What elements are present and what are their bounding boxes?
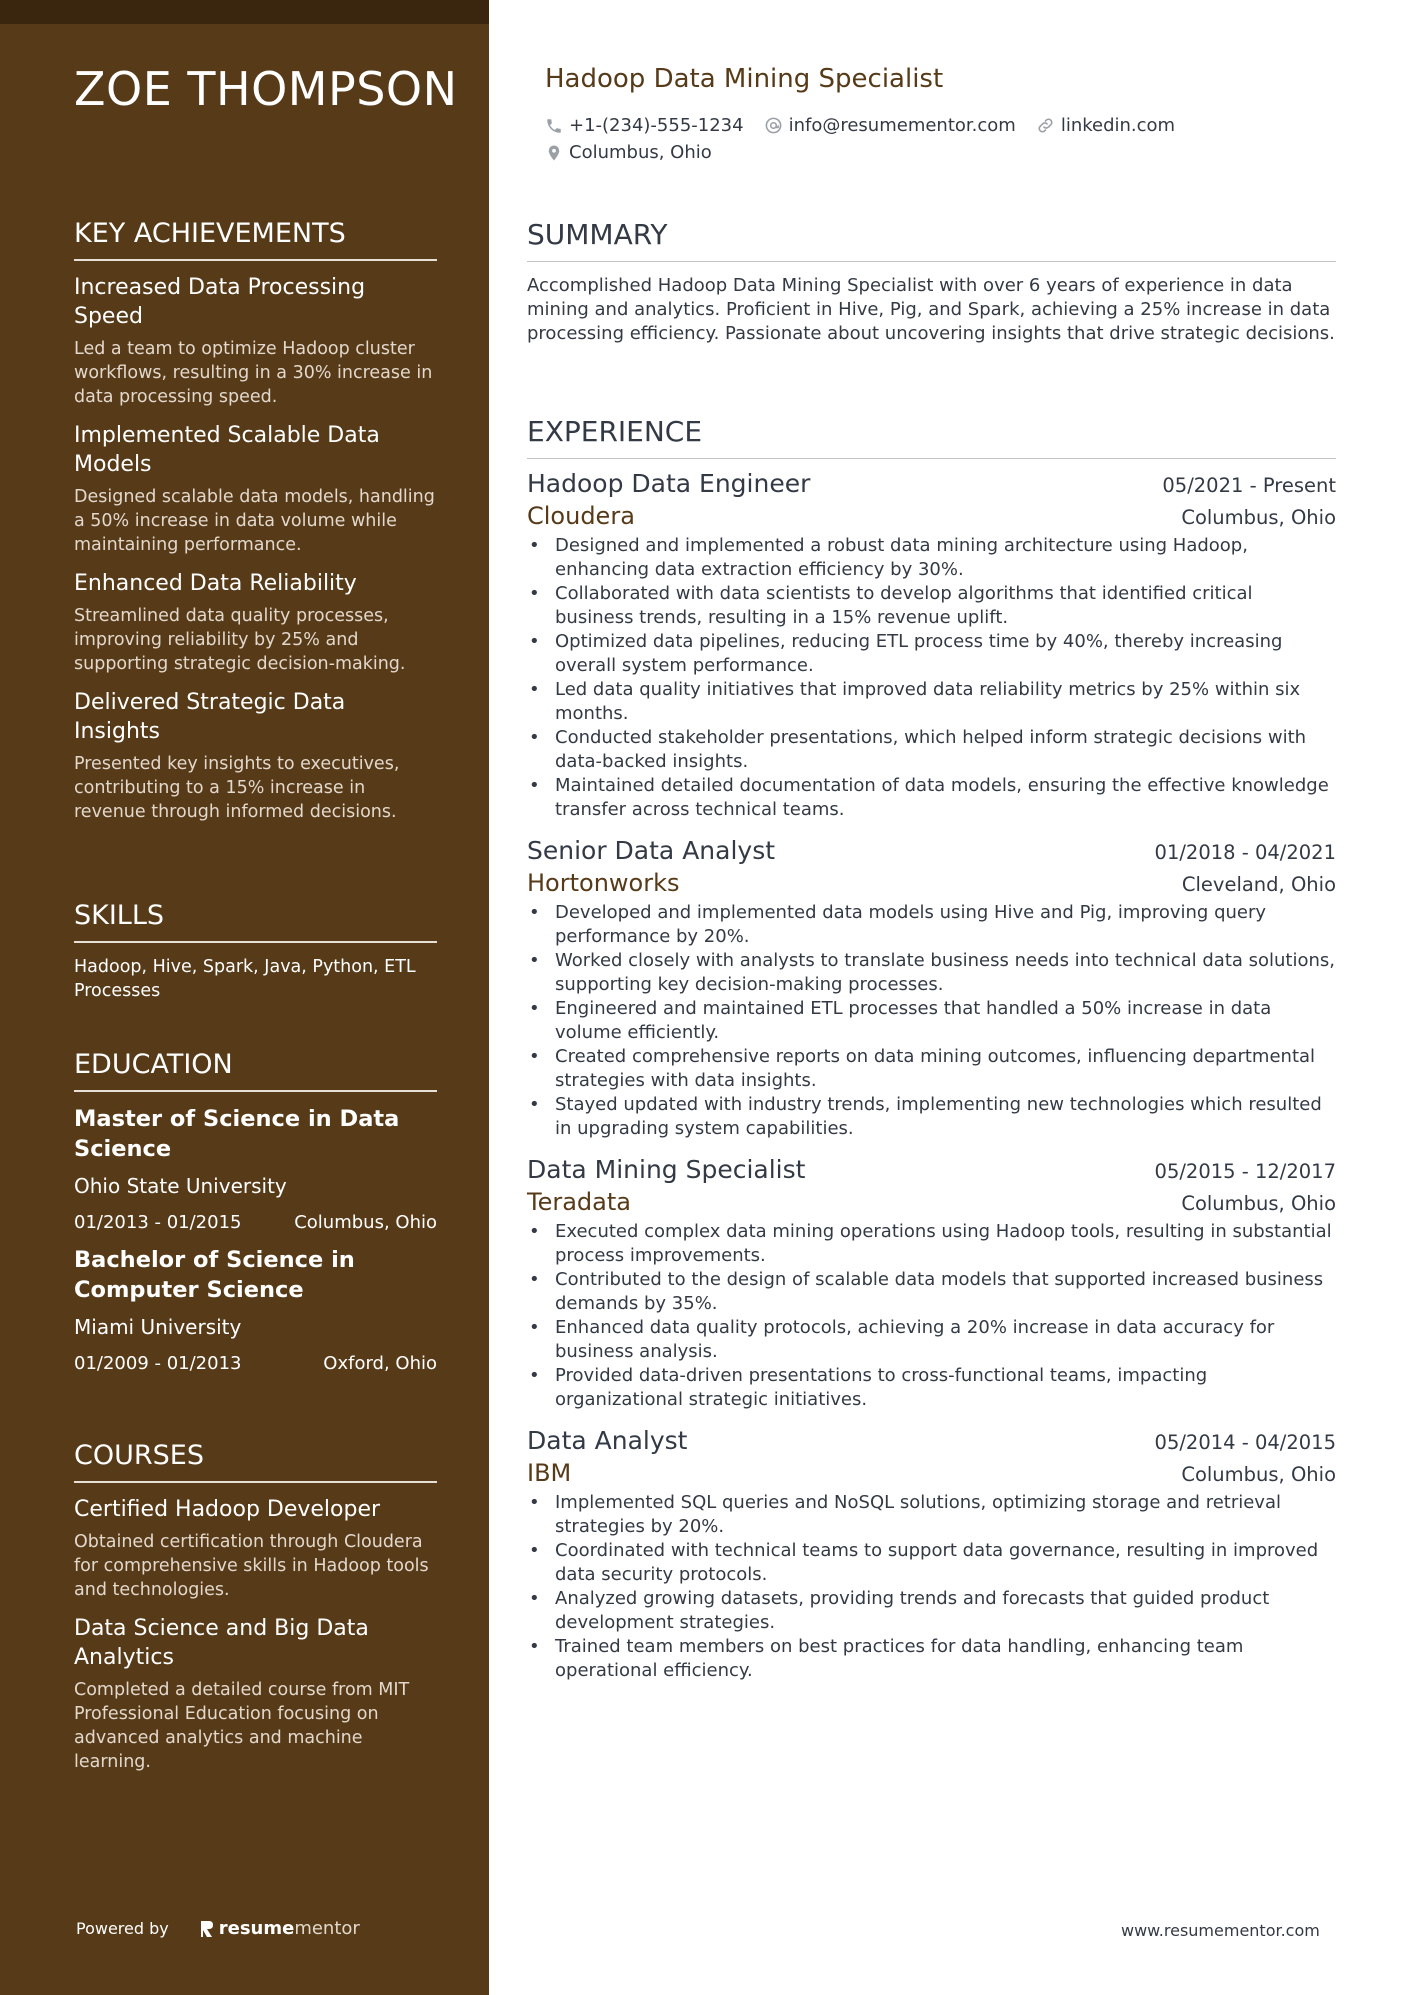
- job-company: Teradata: [527, 1188, 631, 1216]
- achievement-desc: Presented key insights to executives, contributing to a 15% increase in revenue through informed decisions.: [74, 754, 400, 822]
- job-entry: [527, 836, 1336, 1141]
- contact-email[interactable]: [764, 115, 1016, 136]
- contact-location: [545, 142, 712, 163]
- job-bullet: • Provided data-driven presentations to cross-functional teams, impacting organizational strategic initiatives.: [527, 1364, 1336, 1412]
- job-bullet: • Developed and implemented data models using Hive and Pig, improving query performance by 20%.: [527, 901, 1336, 949]
- job-bullet: • Worked closely with analysts to translate business needs into technical data solutions, supporting key decision-making processes.: [527, 949, 1336, 997]
- job-header: [527, 1426, 1336, 1455]
- education-meta: [74, 1212, 437, 1233]
- achievements-section: [74, 218, 437, 824]
- achievement-desc: Streamlined data quality processes, improving reliability by 25% and supporting strategic decision-making.: [74, 606, 406, 674]
- skills-section: [74, 900, 437, 1003]
- job-bullet: • Engineered and maintained ETL processes that handled a 50% increase in data volume efficiently.: [527, 997, 1336, 1045]
- job-bullet: • Analyzed growing datasets, providing trends and forecasts that guided product development strategies.: [527, 1587, 1336, 1635]
- job-company: Cloudera: [527, 502, 635, 530]
- job-bullet: • Executed complex data mining operations using Hadoop tools, resulting in substantial process improvements.: [527, 1220, 1336, 1268]
- job-company: IBM: [527, 1459, 572, 1487]
- contact-info: [545, 112, 1345, 166]
- sidebar-top-bar: [0, 0, 489, 24]
- job-subheader: [527, 502, 1336, 530]
- job-bullet: • Led data quality initiatives that improved data reliability metrics by 25% within six months.: [527, 678, 1336, 726]
- phone-icon: [545, 117, 563, 135]
- job-entry: [527, 1155, 1336, 1412]
- job-subheader: [527, 1459, 1336, 1487]
- education-degree: Master of Science in Data Science: [74, 1106, 400, 1162]
- summary-text: Accomplished Hadoop Data Mining Specialist with over 6 years of experience in data mining and analytics. Proficient in Hive, Pig, and Spark, achieving a 25% increase in data processing efficiency. Passionate about uncovering insights that drive strategic decisions.: [527, 275, 1335, 344]
- location-pin-icon: [545, 143, 563, 163]
- education-school: Miami University: [74, 1315, 242, 1339]
- achievement-title: Delivered Strategic Data Insights: [74, 690, 346, 744]
- experience-heading: EXPERIENCE: [527, 415, 1336, 459]
- education-meta: [74, 1353, 437, 1374]
- contact-phone[interactable]: [545, 115, 744, 136]
- experience-section: [527, 415, 1336, 1683]
- education-item: [74, 1245, 437, 1374]
- achievement-item: [74, 569, 437, 676]
- skills-heading: SKILLS: [74, 900, 437, 943]
- achievement-desc: Designed scalable data models, handling a 50% increase in data volume while maintaining performance.: [74, 487, 435, 555]
- job-role: Hadoop Data Engineer: [527, 469, 811, 498]
- powered-by-label: Powered by: [76, 1919, 169, 1938]
- education-dates: 01/2013 - 01/2015: [74, 1212, 242, 1233]
- job-location: Columbus, Ohio: [1181, 506, 1336, 529]
- job-header: [527, 836, 1336, 865]
- sidebar: [0, 0, 489, 1995]
- education-location: Oxford, Ohio: [323, 1353, 437, 1374]
- job-header: [527, 1155, 1336, 1184]
- job-entry: [527, 469, 1336, 822]
- education-location: Columbus, Ohio: [294, 1212, 437, 1233]
- job-title: Hadoop Data Mining Specialist: [545, 64, 944, 94]
- powered-by: [76, 1918, 360, 1939]
- education-heading: EDUCATION: [74, 1049, 437, 1092]
- skills-list: Hadoop, Hive, Spark, Java, Python, ETL Processes: [74, 957, 416, 1001]
- achievements-heading: KEY ACHIEVEMENTS: [74, 218, 437, 261]
- link-icon: [1036, 116, 1055, 135]
- education-section: [74, 1049, 437, 1374]
- education-dates: 01/2009 - 01/2013: [74, 1353, 242, 1374]
- job-location: Columbus, Ohio: [1181, 1192, 1336, 1215]
- job-bullet: • Stayed updated with industry trends, implementing new technologies which resulted in upgrading system capabilities.: [527, 1093, 1336, 1141]
- job-subheader: [527, 1188, 1336, 1216]
- candidate-name: ZOE THOMPSON: [74, 62, 458, 116]
- brand-name-light: mentor: [294, 1918, 360, 1939]
- job-location: Columbus, Ohio: [1181, 1463, 1336, 1486]
- contact-row: [545, 139, 1345, 166]
- job-location: Cleveland, Ohio: [1181, 873, 1336, 896]
- job-bullet: • Coordinated with technical teams to support data governance, resulting in improved data security protocols.: [527, 1539, 1336, 1587]
- job-bullets: [527, 534, 1336, 822]
- job-bullet: • Conducted stakeholder presentations, which helped inform strategic decisions with data-backed insights.: [527, 726, 1336, 774]
- job-bullet: • Enhanced data quality protocols, achieving a 20% increase in data accuracy for business analysis.: [527, 1316, 1336, 1364]
- job-header: [527, 469, 1336, 498]
- job-bullet: • Contributed to the design of scalable data models that supported increased business demands by 35%.: [527, 1268, 1336, 1316]
- job-bullet: • Maintained detailed documentation of data models, ensuring the effective knowledge transfer across technical teams.: [527, 774, 1336, 822]
- at-icon: [764, 116, 783, 135]
- courses-section: [74, 1440, 437, 1774]
- course-desc: Completed a detailed course from MIT Professional Education focusing on advanced analytics and machine learning.: [74, 1680, 410, 1772]
- achievement-item: [74, 688, 437, 824]
- contact-linkedin[interactable]: [1036, 115, 1175, 136]
- footer-url[interactable]: www.resumementor.com: [1121, 1921, 1320, 1940]
- resumementor-logo-icon: [199, 1919, 215, 1939]
- job-bullets: [527, 901, 1336, 1141]
- job-bullet: • Trained team members on best practices for data handling, enhancing team operational efficiency.: [527, 1635, 1336, 1683]
- job-dates: 05/2021 - Present: [1162, 474, 1336, 497]
- job-dates: 05/2014 - 04/2015: [1154, 1431, 1336, 1454]
- education-item: [74, 1104, 437, 1233]
- education-degree: Bachelor of Science in Computer Science: [74, 1247, 355, 1303]
- job-entry: [527, 1426, 1336, 1683]
- phone-text: +1-(234)-555-1234: [569, 115, 744, 136]
- job-bullet: • Designed and implemented a robust data mining architecture using Hadoop, enhancing data extraction efficiency by 30%.: [527, 534, 1336, 582]
- course-title: Certified Hadoop Developer: [74, 1497, 381, 1522]
- job-bullet: • Implemented SQL queries and NoSQL solutions, optimizing storage and retrieval strategies by 20%.: [527, 1491, 1336, 1539]
- job-role: Data Mining Specialist: [527, 1155, 806, 1184]
- job-bullets: [527, 1491, 1336, 1683]
- job-bullets: [527, 1220, 1336, 1412]
- job-bullet: • Optimized data pipelines, reducing ETL process time by 40%, thereby increasing overall system performance.: [527, 630, 1336, 678]
- course-desc: Obtained certification through Cloudera for comprehensive skills in Hadoop tools and technologies.: [74, 1532, 429, 1600]
- achievement-item: [74, 421, 437, 557]
- email-text: info@resumementor.com: [788, 115, 1016, 136]
- linkedin-text: linkedin.com: [1060, 115, 1176, 136]
- summary-heading: SUMMARY: [527, 218, 1336, 262]
- job-bullet: • Created comprehensive reports on data mining outcomes, influencing departmental strategies with data insights.: [527, 1045, 1336, 1093]
- course-item: [74, 1614, 437, 1774]
- achievement-title: Implemented Scalable Data Models: [74, 423, 380, 477]
- achievement-desc: Led a team to optimize Hadoop cluster workflows, resulting in a 30% increase in data processing speed.: [74, 339, 433, 407]
- job-dates: 01/2018 - 04/2021: [1154, 841, 1336, 864]
- job-bullet: • Collaborated with data scientists to develop algorithms that identified critical business trends, resulting in a 15% revenue uplift.: [527, 582, 1336, 630]
- job-role: Data Analyst: [527, 1426, 688, 1455]
- job-role: Senior Data Analyst: [527, 836, 776, 865]
- contact-row: [545, 112, 1345, 139]
- job-company: Hortonworks: [527, 869, 680, 897]
- courses-heading: COURSES: [74, 1440, 437, 1483]
- job-dates: 05/2015 - 12/2017: [1154, 1160, 1336, 1183]
- brand-name-bold: resume: [218, 1918, 295, 1939]
- summary-section: [527, 218, 1336, 346]
- achievement-item: [74, 273, 437, 409]
- brand-logo[interactable]: [199, 1918, 360, 1939]
- course-title: Data Science and Big Data Analytics: [74, 1616, 369, 1670]
- achievement-title: Increased Data Processing Speed: [74, 275, 366, 329]
- education-school: Ohio State University: [74, 1174, 287, 1198]
- course-item: [74, 1495, 437, 1602]
- achievement-title: Enhanced Data Reliability: [74, 571, 357, 596]
- job-subheader: [527, 869, 1336, 897]
- location-text: Columbus, Ohio: [569, 142, 712, 163]
